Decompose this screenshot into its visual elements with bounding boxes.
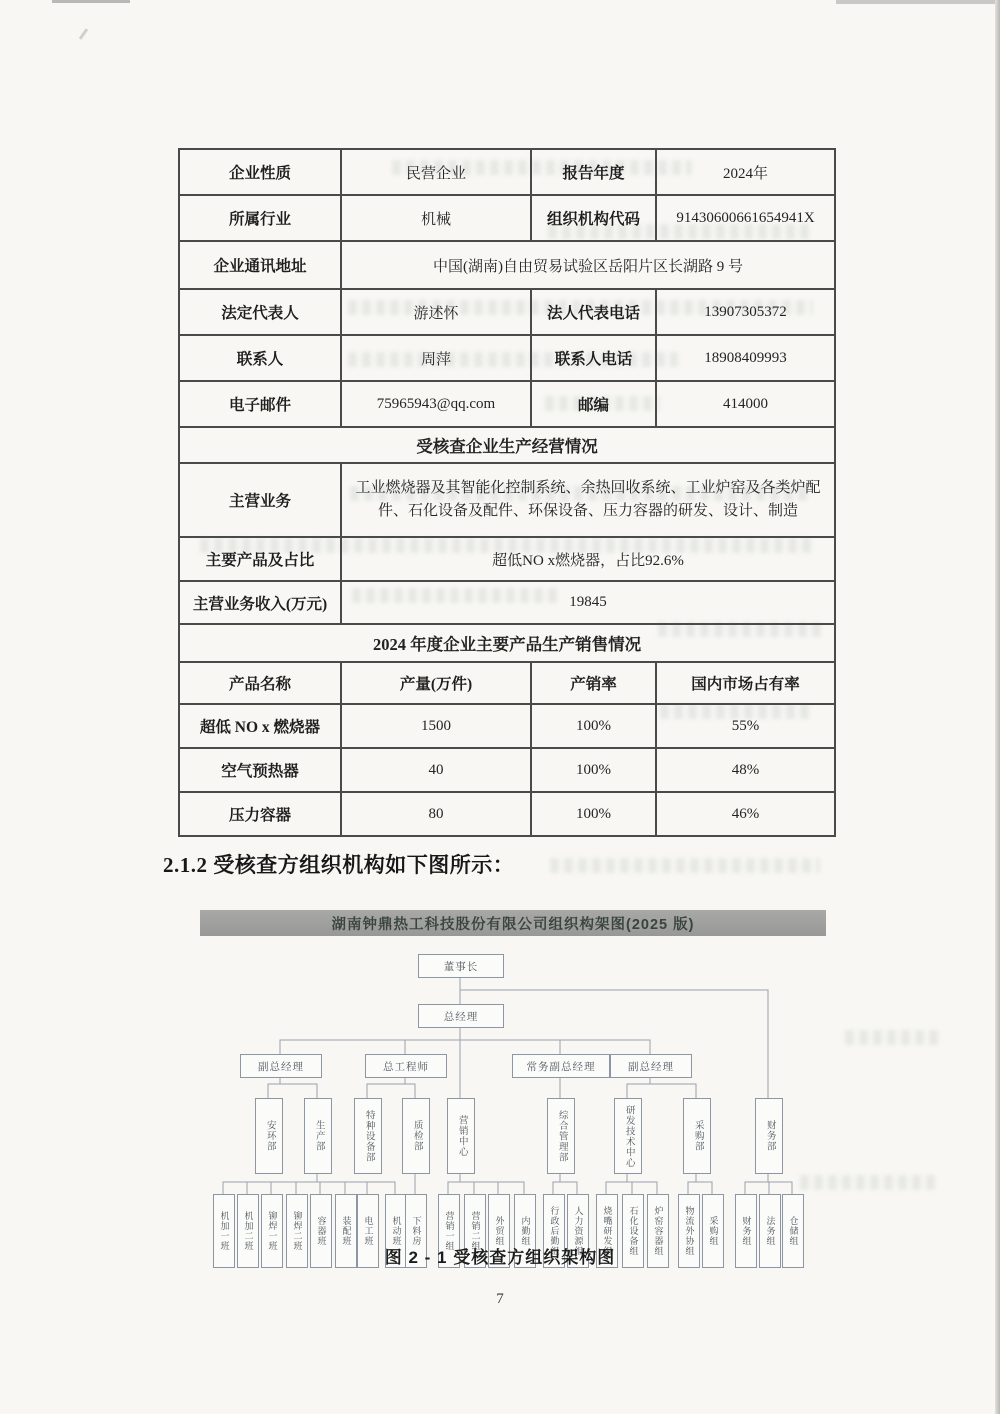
org-node-team-assembly: 装配班	[335, 1194, 357, 1268]
org-node-vp-left: 副总经理	[240, 1054, 322, 1078]
table-row	[179, 241, 835, 289]
bleed-through	[845, 1030, 940, 1045]
org-node-team-legal: 法务组	[759, 1194, 781, 1268]
table-row	[179, 463, 835, 537]
org-node-team-office: 内勤组	[514, 1194, 536, 1268]
table-row	[179, 335, 835, 381]
org-node-team-finance-group: 财务组	[735, 1194, 757, 1268]
table-header-row	[179, 662, 835, 704]
org-node-team-petrochem-equipment: 石化设备组	[622, 1194, 644, 1268]
org-node-dept-quality: 质检部	[402, 1098, 430, 1174]
scan-artifact-right-edge	[995, 0, 1000, 1414]
product-market-share: 55%	[656, 704, 835, 748]
org-node-dept-safety-env: 安环部	[255, 1098, 283, 1174]
org-node-chief-engineer: 总工程师	[365, 1054, 447, 1078]
org-chart	[190, 948, 835, 1273]
info-value: 工业燃烧器及其智能化控制系统、余热回收系统、工业炉窑及各类炉配件、石化设备及配件、环保设备、压力容器的研发、设计、制造	[341, 463, 835, 537]
info-value: 中国(湖南)自由贸易试验区岳阳片区长湖路 9 号	[341, 241, 835, 289]
info-label: 邮编	[531, 381, 656, 427]
info-value: 机械	[341, 195, 531, 241]
table-row	[179, 149, 835, 195]
org-node-team-maintenance: 机动班	[385, 1194, 407, 1268]
org-node-team-hr: 人力资源组	[567, 1194, 589, 1268]
product-output: 40	[341, 748, 531, 792]
org-chart-title-bar: 湖南钟鼎热工科技股份有限公司组织构架图(2025 版)	[200, 910, 826, 936]
info-value: 超低NO x燃烧器，占比92.6%	[341, 537, 835, 581]
table-row	[179, 537, 835, 581]
info-value: 414000	[656, 381, 835, 427]
info-label: 所属行业	[179, 195, 341, 241]
scan-artifact-top-right	[836, 0, 1000, 4]
info-label: 主营业务收入(万元)	[179, 581, 341, 624]
figure-caption: 图 2 - 1 受核查方组织架构图	[384, 1248, 616, 1267]
section-header: 受核查企业生产经营情况	[179, 427, 835, 463]
org-node-dept-rd-center: 研发技术中心	[614, 1098, 642, 1174]
product-name: 空气预热器	[179, 748, 341, 792]
info-value: 民营企业	[341, 149, 531, 195]
table-section-row	[179, 427, 835, 463]
page-number: 7	[496, 1291, 504, 1307]
info-label: 法定代表人	[179, 289, 341, 335]
org-node-team-foreign-trade: 外贸组	[488, 1194, 510, 1268]
table-row	[179, 195, 835, 241]
info-label: 法人代表电话	[531, 289, 656, 335]
info-label: 企业通讯地址	[179, 241, 341, 289]
org-node-dept-purchasing: 采购部	[683, 1098, 711, 1174]
org-node-team-machining-1: 机加一班	[213, 1194, 235, 1268]
column-header: 产销率	[531, 662, 656, 704]
org-node-team-logistics-outsourcing: 物流外协组	[678, 1194, 700, 1268]
column-header: 产品名称	[179, 662, 341, 704]
column-header: 产量(万件)	[341, 662, 531, 704]
org-node-team-sales-1: 营销一组	[438, 1194, 460, 1268]
org-node-vp-right: 副总经理	[610, 1054, 692, 1078]
product-row	[179, 704, 835, 748]
company-info-table	[178, 148, 836, 837]
org-node-team-warehouse: 仓储组	[782, 1194, 804, 1268]
org-node-dept-special-equipment: 特种设备部	[354, 1098, 382, 1174]
org-node-dept-production: 生产部	[304, 1098, 332, 1174]
info-value: 18908409993	[656, 335, 835, 381]
info-label: 联系人	[179, 335, 341, 381]
info-label: 企业性质	[179, 149, 341, 195]
info-value: 游述怀	[341, 289, 531, 335]
product-sales-rate: 100%	[531, 748, 656, 792]
org-node-team-welding-1: 铆焊一班	[261, 1194, 283, 1268]
product-sales-rate: 100%	[531, 792, 656, 836]
org-node-team-cutting: 下料房	[405, 1194, 427, 1268]
info-value: 13907305372	[656, 289, 835, 335]
org-node-executive-vp: 常务副总经理	[512, 1054, 610, 1078]
org-node-dept-finance: 财务部	[755, 1098, 783, 1174]
org-node-team-vessel: 容器班	[310, 1194, 332, 1268]
org-node-team-purchasing-group: 采购组	[702, 1194, 724, 1268]
org-node-dept-marketing-center: 营销中心	[447, 1098, 475, 1174]
scan-artifact-corner-mark	[79, 28, 88, 40]
product-market-share: 46%	[656, 792, 835, 836]
info-label: 电子邮件	[179, 381, 341, 427]
org-node-team-sales-2: 营销二组	[464, 1194, 486, 1268]
product-row	[179, 748, 835, 792]
section-header: 2024 年度企业主要产品生产销售情况	[179, 624, 835, 662]
info-label: 报告年度	[531, 149, 656, 195]
info-value: 19845	[341, 581, 835, 624]
org-node-team-machining-2: 机加二班	[237, 1194, 259, 1268]
org-node-team-burner-rd: 烧嘴研发组	[596, 1194, 618, 1268]
section-heading: 2.1.2 受核查方组织机构如下图所示：	[163, 853, 515, 877]
org-node-general-manager: 总经理	[418, 1004, 504, 1028]
product-market-share: 48%	[656, 748, 835, 792]
org-node-team-welding-2: 铆焊二班	[286, 1194, 308, 1268]
org-node-team-furnace-vessel: 炉窑容器组	[647, 1194, 669, 1268]
product-name: 超低 NO x 燃烧器	[179, 704, 341, 748]
scan-artifact-top-left	[52, 0, 130, 3]
info-value: 75965943@qq.com	[341, 381, 531, 427]
product-output: 1500	[341, 704, 531, 748]
product-output: 80	[341, 792, 531, 836]
bleed-through	[550, 858, 820, 873]
org-node-chairman: 董事长	[418, 954, 504, 978]
product-row	[179, 792, 835, 836]
info-value: 周萍	[341, 335, 531, 381]
table-row	[179, 581, 835, 624]
org-node-team-admin-logistics: 行政后勤组	[543, 1194, 565, 1268]
product-name: 压力容器	[179, 792, 341, 836]
info-label: 组织机构代码	[531, 195, 656, 241]
info-value: 2024年	[656, 149, 835, 195]
info-label: 主营业务	[179, 463, 341, 537]
org-node-dept-general-admin: 综合管理部	[547, 1098, 575, 1174]
column-header: 国内市场占有率	[656, 662, 835, 704]
info-label: 联系人电话	[531, 335, 656, 381]
table-row	[179, 289, 835, 335]
table-row	[179, 381, 835, 427]
info-label: 主要产品及占比	[179, 537, 341, 581]
info-value: 91430600661654941X	[656, 195, 835, 241]
table-section-row	[179, 624, 835, 662]
product-sales-rate: 100%	[531, 704, 656, 748]
org-node-team-electrician: 电工班	[357, 1194, 379, 1268]
